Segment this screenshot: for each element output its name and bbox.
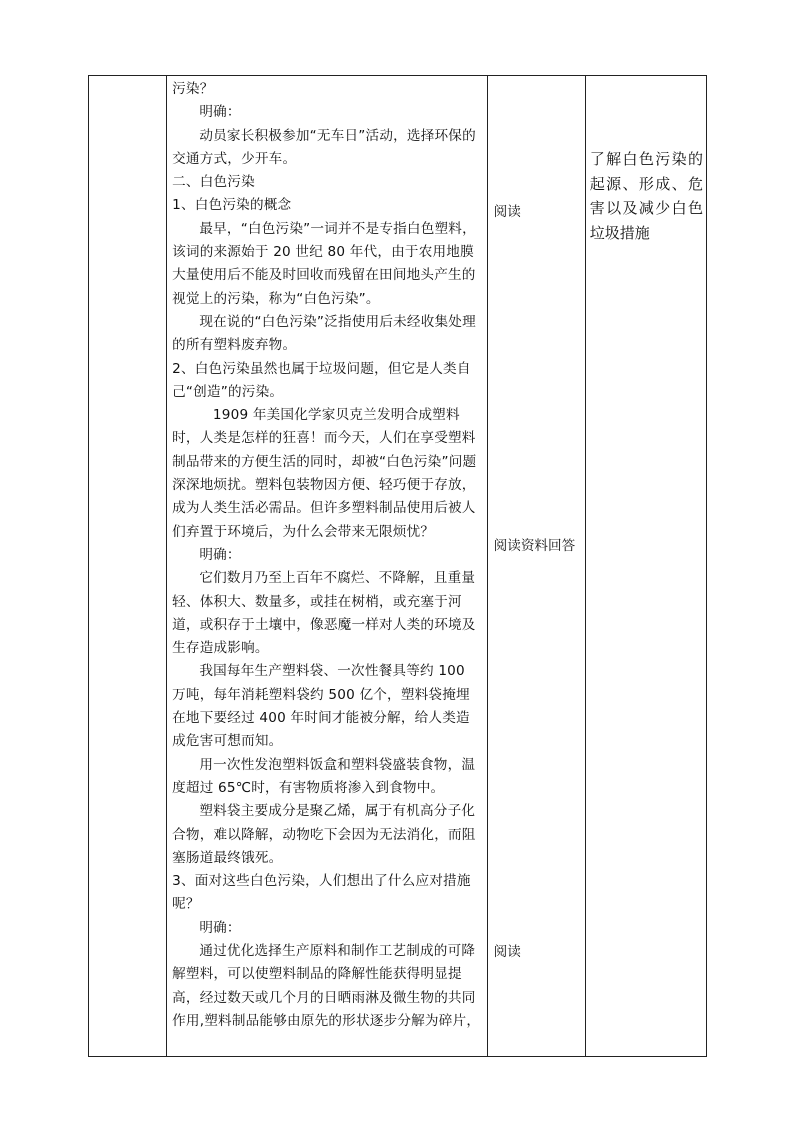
section-heading: 二、白色污染 — [172, 174, 255, 191]
paragraph: 塑料袋主要成分是聚乙烯，属于有机高分子化合物，难以降解，动物吃下会因为无法消化，而阻塞肠道最终饿死。 — [172, 803, 476, 866]
paragraph: 明确： — [199, 546, 241, 563]
paragraph: 明确： — [199, 104, 241, 121]
teaching-content-cell — [167, 76, 488, 1057]
paragraph: 最早，“白色污染”一词并不是专指白色塑料，该词的来源始于 20 世纪 80 年代，由于农用地膜大量使用后不能及时回收而残留在田间地头产生的视觉上的污染，称为“白色污染”。 — [172, 220, 476, 307]
paragraph: 用一次性发泡塑料饭盒和塑料袋盛装食物，温度超过 65℃时，有害物质将渗入到食物中。 — [172, 756, 476, 796]
table-row — [89, 76, 707, 1057]
student-activities — [488, 76, 585, 1056]
student-activity-cell — [487, 76, 585, 1057]
paragraph: 它们数月乃至上百年不腐烂、不降解，且重量轻、体积大、数量多，或挂在树梢，或充塞于河道，或积存于土壤中，像恶魔一样对人类的环境及生存造成影响。 — [172, 570, 476, 657]
teaching-content — [167, 76, 487, 1033]
paragraph: 现在说的“白色污染”泛指使用后未经收集处理的所有塑料废弃物。 — [172, 313, 476, 354]
activity-read: 阅读 — [493, 944, 521, 960]
activity-read: 阅读 — [493, 204, 521, 220]
subsection-heading: 2、白色污染虽然也属于垃圾问题，但它是人类自己“创造”的污染。 — [172, 360, 471, 400]
teaching-goal: 了解白色污染的起源、形成、危害以及减少白色垃圾措施 — [589, 150, 703, 242]
teaching-goal-cell — [585, 76, 706, 1057]
empty-cell — [89, 76, 167, 1057]
paragraph: 污染？ — [172, 81, 214, 97]
subsection-heading: 1、白色污染的概念 — [172, 197, 292, 214]
subsection-heading: 3、面对这些白色污染，人们想出了什么应对措施呢？ — [172, 873, 471, 913]
paragraph: 我国每年生产塑料袋、一次性餐具等约 100 万吨，每年消耗塑料袋约 500 亿个，塑料袋掩埋在地下要经过 400 年时间才能被分解，给人类造成危害可想而知。 — [172, 663, 470, 750]
paragraph: 通过优化选择生产原料和制作工艺制成的可降解塑料，可以使塑料制品的降解性能获得明显提高，经过数天或几个月的日晒雨淋及微生物的共同作用,塑料制品能够由原先的形状逐步分解为碎片， — [172, 942, 481, 1029]
paragraph: 动员家长积极参加“无车日”活动，选择环保的交通方式，少开车。 — [172, 127, 476, 167]
paragraph: 1909 年美国化学家贝克兰发明合成塑料时，人类是怎样的狂喜！而今天，人们在享受塑料制品带来的方便生活的同时，却被“白色污染”问题深深地烦扰。塑料包装物因方便、轻巧便于存放，成为人类生活必需品。但许多塑料制品使用后被人们弃置于环境后，为什么会带来无限烦忧？ — [172, 407, 477, 540]
lesson-plan-table — [88, 75, 707, 1057]
paragraph: 明确： — [199, 919, 241, 936]
activity-read-answer: 阅读资料回答 — [493, 538, 576, 554]
